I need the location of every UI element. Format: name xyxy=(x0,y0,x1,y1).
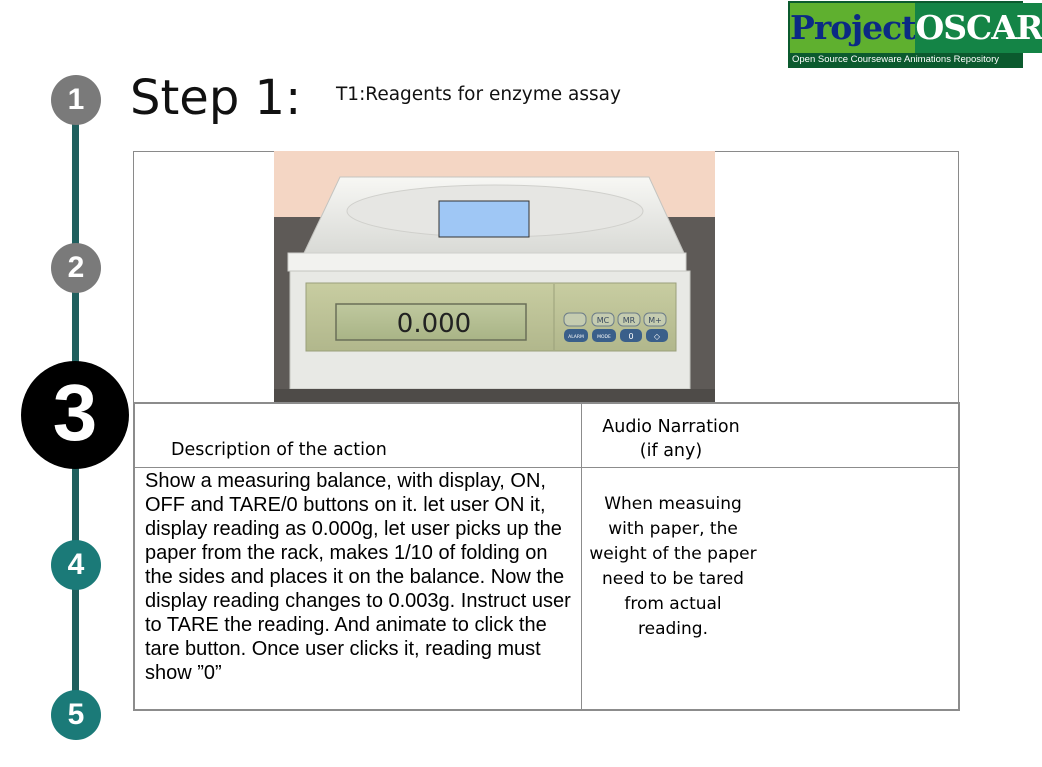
mr-button-label: MR xyxy=(622,316,636,325)
mc-button-label: MC xyxy=(596,316,610,325)
table-header-divider xyxy=(135,467,958,468)
description-cell: Show a measuring balance, with display, ON, OFF and TARE/0 buttons on it. let user ON it, display reading as 0.000g, let user picks up the paper from the rack, makes 1/10 of folding on the sides and places it on the balance. Now the display reading changes to 0.003g. Instruct user to TARE the reading. And animate to click the tare button. Once user clicks it, reading must show ”0” xyxy=(145,470,571,684)
step-3-marker-current[interactable]: 3 xyxy=(21,361,129,469)
page-subtitle: T1:Reagents for enzyme assay xyxy=(336,84,621,105)
step-4-marker[interactable]: 4 xyxy=(51,540,101,590)
alarm-button-label: ALARM xyxy=(568,335,584,340)
power-button-label: ◇ xyxy=(653,332,661,341)
blank-button[interactable] xyxy=(564,313,586,326)
logo-word-project: Project xyxy=(790,3,915,53)
logo-wordmark xyxy=(790,3,1042,53)
audio-column-header xyxy=(591,415,751,463)
step-2-marker[interactable]: 2 xyxy=(51,243,101,293)
bench-front xyxy=(274,389,715,403)
display-reading: 0.000 xyxy=(396,309,472,339)
audio-header-line-1: Audio Narration xyxy=(602,417,740,437)
project-oscar-logo xyxy=(788,1,1042,68)
page-title: Step 1: xyxy=(130,70,302,126)
table-column-divider xyxy=(581,404,582,709)
tare-zero-button-label: 0 xyxy=(628,332,634,341)
audio-header-line-2: (if any) xyxy=(639,441,703,461)
m-plus-button-label: M+ xyxy=(648,316,662,325)
logo-word-oscar: OSCAR xyxy=(915,3,1042,53)
measuring-balance-illustration xyxy=(274,151,715,403)
logo-tagline: Open Source Courseware Animations Repository xyxy=(792,54,999,65)
step-1-marker[interactable]: 1 xyxy=(51,75,101,125)
weighing-paper-slot xyxy=(439,201,529,237)
step-5-marker[interactable]: 5 xyxy=(51,690,101,740)
description-column-header: Description of the action xyxy=(171,440,387,460)
action-description-table xyxy=(133,402,960,711)
balance-lip xyxy=(288,253,686,271)
mode-button-label: MODE xyxy=(597,335,611,340)
audio-narration-cell: When measuing with paper, the weight of the paper need to be tared from actual reading. xyxy=(589,494,757,639)
